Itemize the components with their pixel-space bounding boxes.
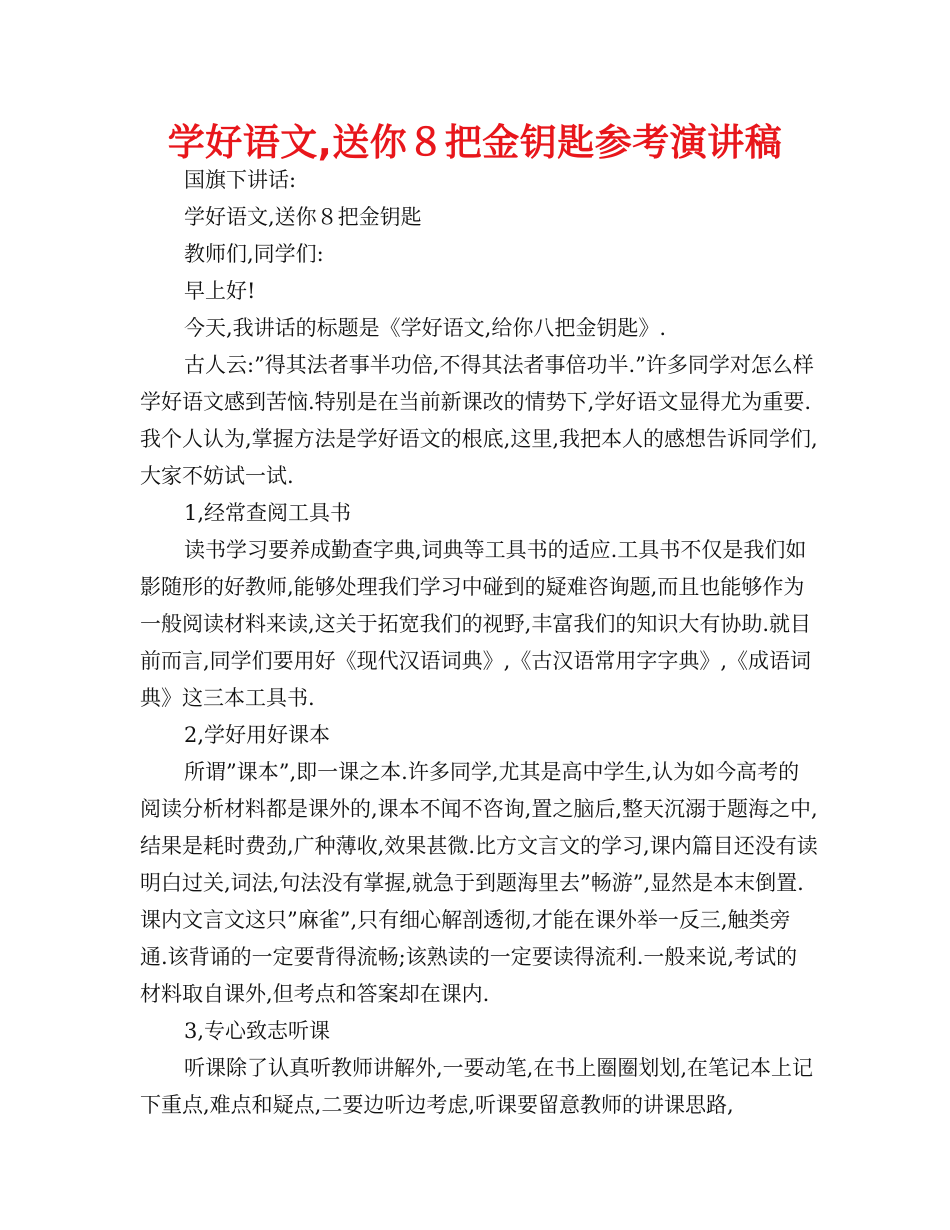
section-heading-1: 1,经常查阅工具书 <box>184 501 352 525</box>
paragraph-good-morning: 早上好! <box>184 279 256 303</box>
paragraph-greeting-audience: 教师们,同学们: <box>184 242 324 266</box>
paragraph-speech-topic: 学好语文,送你８把金钥匙 <box>184 205 422 229</box>
document-title: 学好语文,送你８把金钥匙参考演讲稿 <box>167 121 783 164</box>
section-body-1: 读书学习要养成勤查字典,词典等工具书的适应.工具书不仅是我们如影随形的好教师,能够处理我们学习中碰到的疑难咨询题,而且也能够作为一般阅读材料来读,这关于拓宽我们的视野,丰富我们的知识大有协助.就目前而言,同学们要用好《现代汉语词典》,《古汉语常用字字典》,《成语词典》这三本工具书. <box>140 538 812 710</box>
section-heading-2: 2,学好用好课本 <box>184 723 331 747</box>
paragraph-speech-label: 国旗下讲话: <box>184 168 297 192</box>
document-body <box>140 162 818 1124</box>
paragraph-intro-title: 今天,我讲话的标题是《学好语文,给你八把金钥匙》. <box>184 316 667 340</box>
section-body-3: 听课除了认真听教师讲解外,一要动笔,在书上圈圈划划,在笔记本上记下重点,难点和疑点,二要边听边考虑,听课要留意教师的讲课思路, <box>140 1056 814 1117</box>
paragraph-intro: 古人云:”得其法者事半功倍,不得其法者事倍功半.”许多同学对怎么样学好语文感到苦恼.特别是在当前新课改的情势下,学好语文显得尤为重要.我个人认为,掌握方法是学好语文的根底,这里,我把本人的感想告诉同学们,大家不妨试一试. <box>140 353 818 488</box>
section-heading-3: 3,专心致志听课 <box>184 1019 331 1043</box>
section-body-2: 所谓”课本”,即一课之本.许多同学,尤其是高中学生,认为如今高考的阅读分析材料都是课外的,课本不闻不咨询,置之脑后,整天沉溺于题海之中,结果是耗时费劲,广种薄收,效果甚微.比方文言文的学习,课内篇目还没有读明白过关,词法,句法没有掌握,就急于到题海里去”畅游”,显然是本末倒置.课内文言文这只”麻雀”,只有细心解剖透彻,才能在课外举一反三,触类旁通.该背诵的一定要背得流畅;该熟读的一定要读得流利.一般来说,考试的材料取自课外,但考点和答案却在课内. <box>140 760 818 1006</box>
